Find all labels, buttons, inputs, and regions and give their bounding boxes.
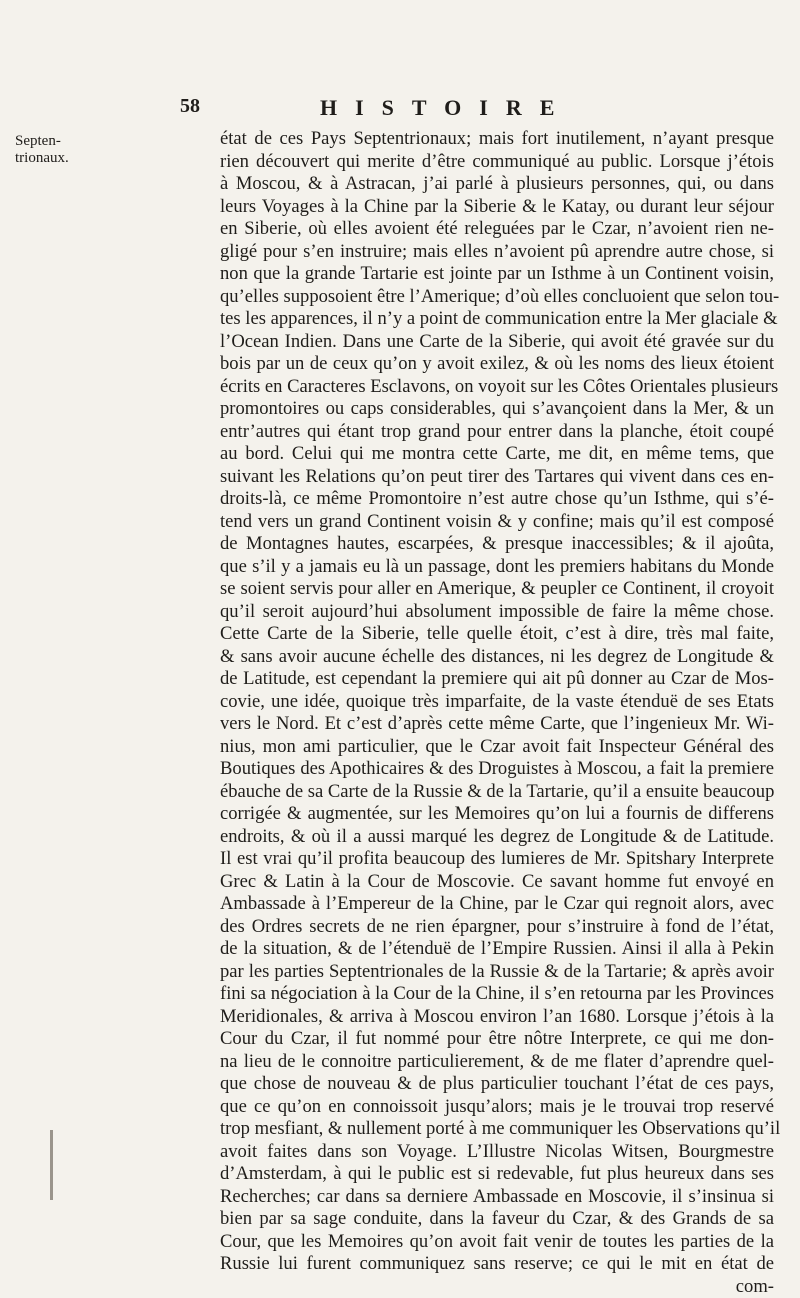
text-line: leurs Voyages à la Chine par la Siberie & le Katay, ou durant leur séjour — [220, 196, 774, 219]
text-line: droits-là, ce même Promontoire n’est autre chose qu’un Isthme, qui s’é- — [220, 488, 774, 511]
text-line: écrits en Caracteres Esclavons, on voyoit sur les Côtes Orientales plusieurs — [220, 376, 774, 399]
text-line: par les parties Septentrionales de la Russie & de la Tartarie; & après avoir — [220, 961, 774, 984]
text-line: qu’il seroit aujourd’hui absolument impossible de faire la même chose. — [220, 601, 774, 624]
text-line: tes les apparences, il n’y a point de communication entre la Mer glaciale & — [220, 308, 774, 331]
text-line: bois par un de ceux qu’on y avoit exilez, & où les noms des lieux étoient — [220, 353, 774, 376]
text-line: promontoires ou caps considerables, qui s’avançoient dans la Mer, & un — [220, 398, 774, 421]
text-line: que s’il y a jamais eu là un passage, dont les premiers habitans du Monde — [220, 556, 774, 579]
text-line: de la situation, & de l’étenduë de l’Empire Russien. Ainsi il alla à Pekin — [220, 938, 774, 961]
text-line: bien par sa sage conduite, dans la faveur du Czar, & des Grands de sa — [220, 1208, 774, 1231]
text-line: en Siberie, où elles avoient été releguées par le Czar, n’avoient rien ne- — [220, 218, 774, 241]
text-line: trop mesfiant, & nullement porté à me communiquer les Observations qu’il — [220, 1118, 774, 1141]
text-line: d’Amsterdam, à qui le public est si redevable, fut plus heureux dans ses — [220, 1163, 774, 1186]
text-line: ébauche de sa Carte de la Russie & de la Tartarie, qu’il a ensuite beaucoup — [220, 781, 774, 804]
text-line: Russie lui furent communiquez sans reserve; ce qui le mit en état de — [220, 1253, 774, 1276]
text-line: qu’elles supposoient être l’Amerique; d’où elles concluoient que selon tou- — [220, 286, 774, 309]
text-line: se soient servis pour aller en Amerique, & peupler ce Continent, il croyoit — [220, 578, 774, 601]
text-line: que ce qu’on en connoissoit jusqu’alors; mais je le trouvai trop reservé — [220, 1096, 774, 1119]
margin-note — [15, 133, 105, 167]
text-line: Grec & Latin à la Cour de Moscovie. Ce savant homme fut envoyé en — [220, 871, 774, 894]
text-line: non que la grande Tartarie est jointe par un Isthme à un Continent voisin, — [220, 263, 774, 286]
text-line: état de ces Pays Septentrionaux; mais fort inutilement, n’ayant presque — [220, 128, 774, 151]
body-text — [220, 128, 774, 1298]
text-line: Cour du Czar, il fut nommé pour être nôtre Interprete, ce qui me don- — [220, 1028, 774, 1051]
text-line: Ambassade à l’Empereur de la Chine, par le Czar qui regnoit alors, avec — [220, 893, 774, 916]
running-title: HISTOIRE — [320, 95, 572, 121]
text-line: fini sa négociation à la Cour de la Chine, il s’en retourna par les Provinces — [220, 983, 774, 1006]
text-line: que chose de nouveau & de plus particulier touchant l’état de ces pays, — [220, 1073, 774, 1096]
text-line: au bord. Celui qui me montra cette Carte, me dit, en même tems, que — [220, 443, 774, 466]
catchword: com- — [220, 1276, 774, 1298]
text-line: l’Ocean Indien. Dans une Carte de la Siberie, qui avoit été gravée sur du — [220, 331, 774, 354]
text-line: Il est vrai qu’il profita beaucoup des lumieres de Mr. Spitshary Interprete — [220, 848, 774, 871]
text-line: Cour, que les Memoires qu’on avoit fait venir de toutes les parties de la — [220, 1231, 774, 1254]
text-line: Cette Carte de la Siberie, telle quelle étoit, c’est à dire, très mal faite, — [220, 623, 774, 646]
text-line: des Ordres secrets de ne rien épargner, pour s’instruire à fond de l’état, — [220, 916, 774, 939]
text-line: Meridionales, & arriva à Moscou environ l’an 1680. Lorsque j’étois à la — [220, 1006, 774, 1029]
text-line: covie, une idée, quoique très imparfaite, de la vaste étenduë de ses Etats — [220, 691, 774, 714]
text-line: de Montagnes hautes, escarpées, & presque inaccessibles; & il ajoûta, — [220, 533, 774, 556]
text-line: gligé pour s’en instruire; mais elles n’avoient pû aprendre autre chose, si — [220, 241, 774, 264]
text-line: nius, mon ami particulier, que le Czar avoit fait Inspecteur Général des — [220, 736, 774, 759]
text-line: entr’autres qui étant trop grand pour entrer dans la planche, étoit coupé — [220, 421, 774, 444]
text-line: endroits, & où il a aussi marqué les degrez de Longitude & de Latitude. — [220, 826, 774, 849]
text-line: corrigée & augmentée, sur les Memoires qu’on lui a fournis de differens — [220, 803, 774, 826]
text-line: Boutiques des Apothicaires & des Droguistes à Moscou, a fait la premiere — [220, 758, 774, 781]
text-line: na lieu de le connoitre particulierement, & de me flater d’aprendre quel- — [220, 1051, 774, 1074]
text-line: tend vers un grand Continent voisin & y confine; mais qu’il est composé — [220, 511, 774, 534]
text-line: rien découvert qui merite d’être communiqué au public. Lorsque j’étois — [220, 151, 774, 174]
text-line: vers le Nord. Et c’est d’après cette même Carte, que l’ingenieux Mr. Wi- — [220, 713, 774, 736]
text-line: & sans avoir aucune échelle des distances, ni les degrez de Longitude & — [220, 646, 774, 669]
text-line: avoit faites dans son Voyage. L’Illustre Nicolas Witsen, Bourgmestre — [220, 1141, 774, 1164]
text-line: Recherches; car dans sa derniere Ambassade en Moscovie, il s’insinua si — [220, 1186, 774, 1209]
margin-note-line: trionaux. — [15, 150, 105, 167]
text-line: de Latitude, est cependant la premiere qui ait pû donner au Czar de Mos- — [220, 668, 774, 691]
text-line: suivant les Relations qu’on peut tirer des Tartares qui vivent dans ces en- — [220, 466, 774, 489]
text-line: à Moscou, & à Astracan, j’ai parlé à plusieurs personnes, qui, ou dans — [220, 173, 774, 196]
paper-mark — [50, 1130, 53, 1200]
page-number: 58 — [180, 95, 200, 118]
page-header — [180, 95, 610, 125]
margin-note-line: Septen- — [15, 133, 105, 150]
